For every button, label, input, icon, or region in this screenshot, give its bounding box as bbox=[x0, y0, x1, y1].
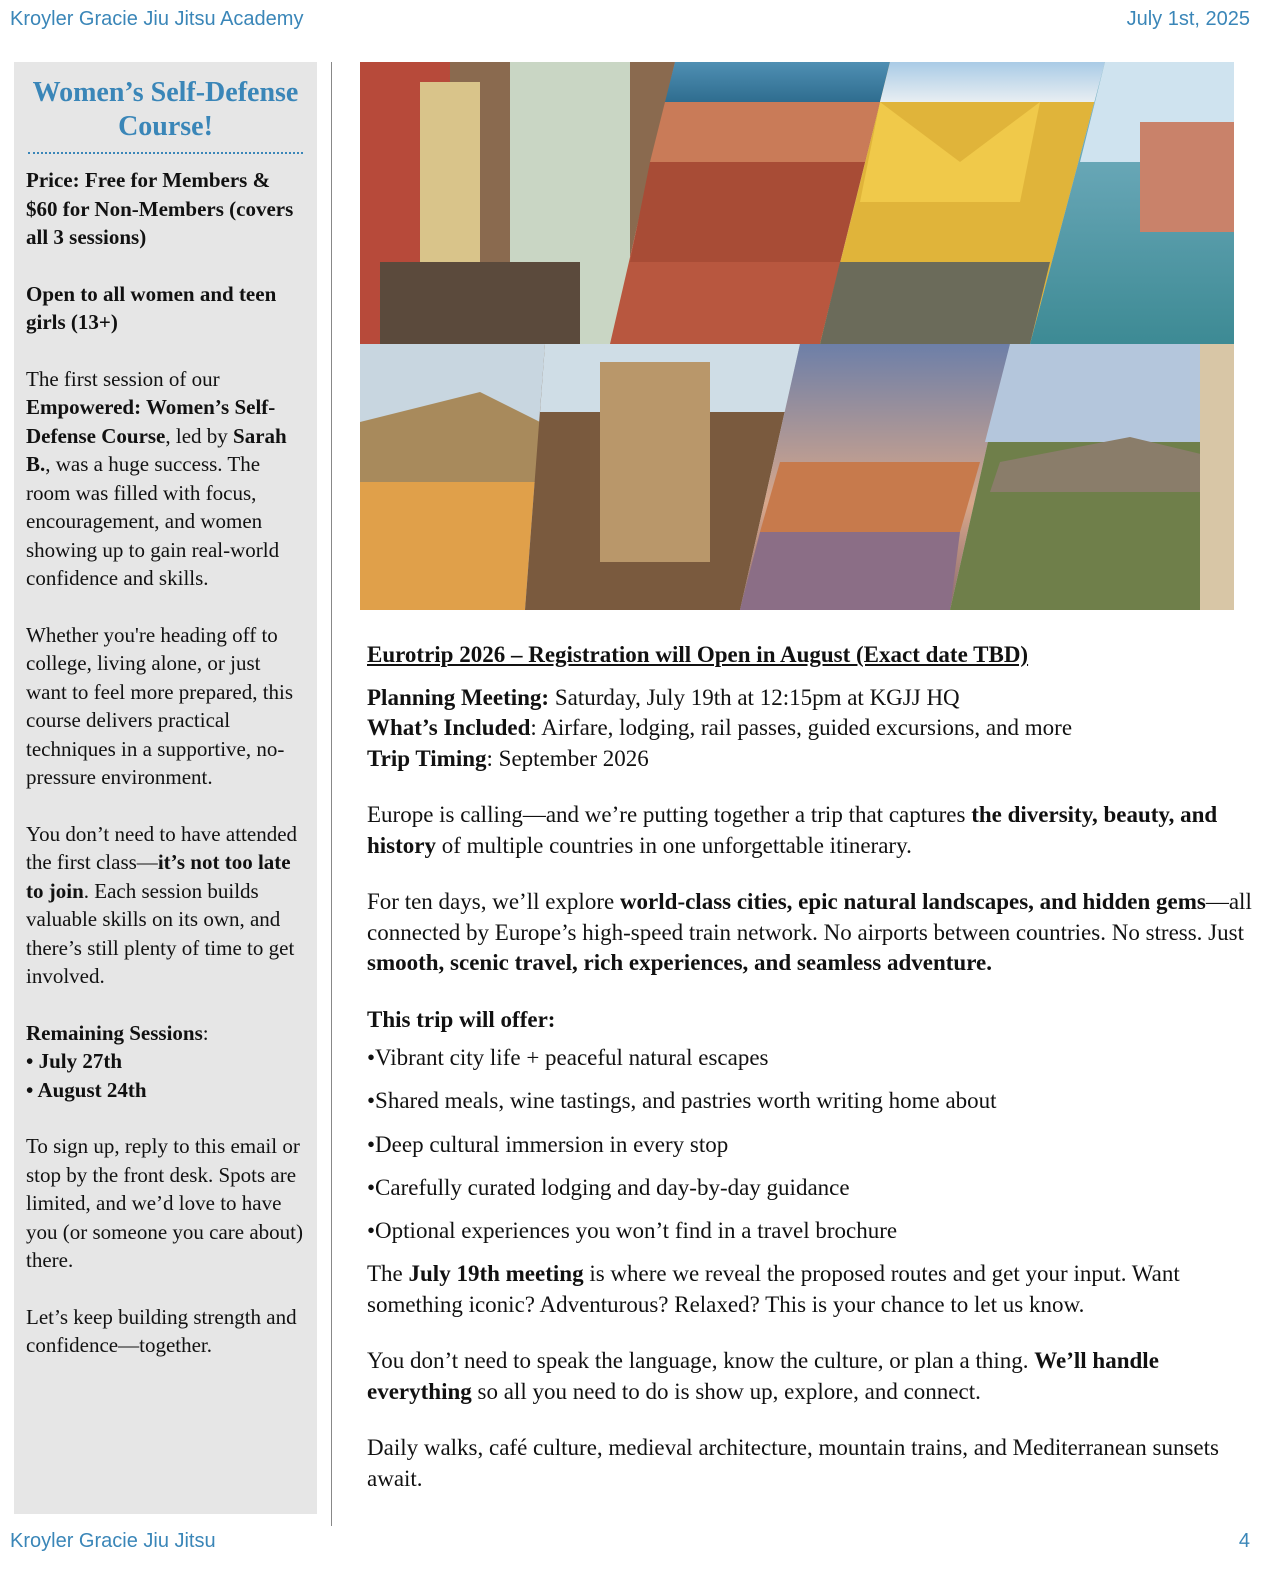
sidebar-title: Women’s Self-Defense Course! bbox=[32, 77, 299, 142]
eurotrip-title: Eurotrip 2026 – Registration will Open in August (Exact date TBD) bbox=[367, 642, 1029, 667]
list-item: •Deep cultural immersion in every stop bbox=[367, 1131, 729, 1157]
page-number: 4 bbox=[1238, 1530, 1250, 1552]
list-item: •Vibrant city life + peaceful natural escapes bbox=[367, 1045, 769, 1070]
list-item: •Optional experiences you won’t find in a travel brochure bbox=[367, 1218, 898, 1244]
closing-paragraph: Let’s keep building strength and confidence—together. bbox=[26, 1304, 297, 1357]
signup-paragraph: To sign up, reply to this email or stop by the front desk. Spots are limited, and we’d love to have you (or someone you care about) there. bbox=[26, 1134, 303, 1272]
collage-image bbox=[360, 62, 1234, 610]
session-date: • August 24th bbox=[26, 1077, 147, 1102]
list-item: •Shared meals, wine tastings, and pastries worth writing home about bbox=[367, 1088, 997, 1114]
sidebar-divider bbox=[28, 152, 303, 154]
eurotrip-article bbox=[367, 640, 1257, 1494]
offer-list bbox=[367, 1043, 1257, 1247]
remaining-sessions: Remaining Sessions: • July 27th • August 24th bbox=[26, 1020, 209, 1102]
footer-title: Kroyler Gracie Jiu Jitsu bbox=[10, 1530, 216, 1552]
intro-paragraph: Europe is calling—and we’re putting together a trip that captures the diversity, beauty, and history of multiple countries in one unforgettable itinerary. bbox=[367, 802, 1218, 858]
recap-paragraph: The first session of our Empowered: Women’s Self-Defense Course, led by Sarah B., was a huge success. The room was filled with focus, encouragement, and women showing up to gain real-world confidence and skills. bbox=[26, 366, 287, 590]
trip-timing: Trip Timing: September 2026 bbox=[367, 745, 649, 771]
handle-paragraph: You don’t need to speak the language, know the culture, or plan a thing. We’ll handle everything so all you need to do is show up, explore, and connect. bbox=[367, 1348, 1159, 1404]
header-title: Kroyler Gracie Jiu Jitsu Academy bbox=[10, 8, 304, 30]
session-date: • July 27th bbox=[26, 1049, 123, 1073]
join-paragraph: You don’t need to have attended the first class—it’s not too late to join. Each session builds valuable skills on its own, and there’s still plenty of time to get involved. bbox=[26, 821, 298, 988]
europe-photo-collage bbox=[360, 62, 1234, 610]
price-text: Price: Free for Members & $60 for Non-Members (covers all 3 sessions) bbox=[26, 168, 294, 249]
offer-heading: This trip will offer: bbox=[367, 1006, 556, 1032]
whats-included: What’s Included: Airfare, lodging, rail passes, guided excursions, and more bbox=[367, 715, 1073, 740]
column-divider bbox=[331, 62, 332, 1526]
list-item: •Carefully curated lodging and day-by-day guidance bbox=[367, 1174, 850, 1200]
header-date: July 1st, 2025 bbox=[1126, 8, 1250, 30]
audience-text: Open to all women and teen girls (13+) bbox=[26, 281, 277, 334]
sidebar-panel bbox=[14, 62, 317, 1514]
meeting-paragraph: The July 19th meeting is where we reveal the proposed routes and get your input. Want something iconic? Adventurous? Relaxed? This is your chance to let us know. bbox=[367, 1261, 1180, 1317]
itinerary-paragraph: For ten days, we’ll explore world-class cities, epic natural landscapes, and hidden gems—all connected by Europe’s high-speed train network. No airports between countries. No stress. Just smooth, scenic travel, rich experiences, and seamless adventure. bbox=[367, 889, 1252, 975]
planning-meeting: Planning Meeting: Saturday, July 19th at 12:15pm at KGJJ HQ bbox=[367, 684, 960, 710]
benefit-paragraph: Whether you're heading off to college, living alone, or just want to feel more prepared, this course delivers practical techniques in a supportive, no-pressure environment. bbox=[26, 622, 294, 789]
closing-paragraph: Daily walks, café culture, medieval architecture, mountain trains, and Mediterranean sunsets await. bbox=[367, 1435, 1219, 1491]
